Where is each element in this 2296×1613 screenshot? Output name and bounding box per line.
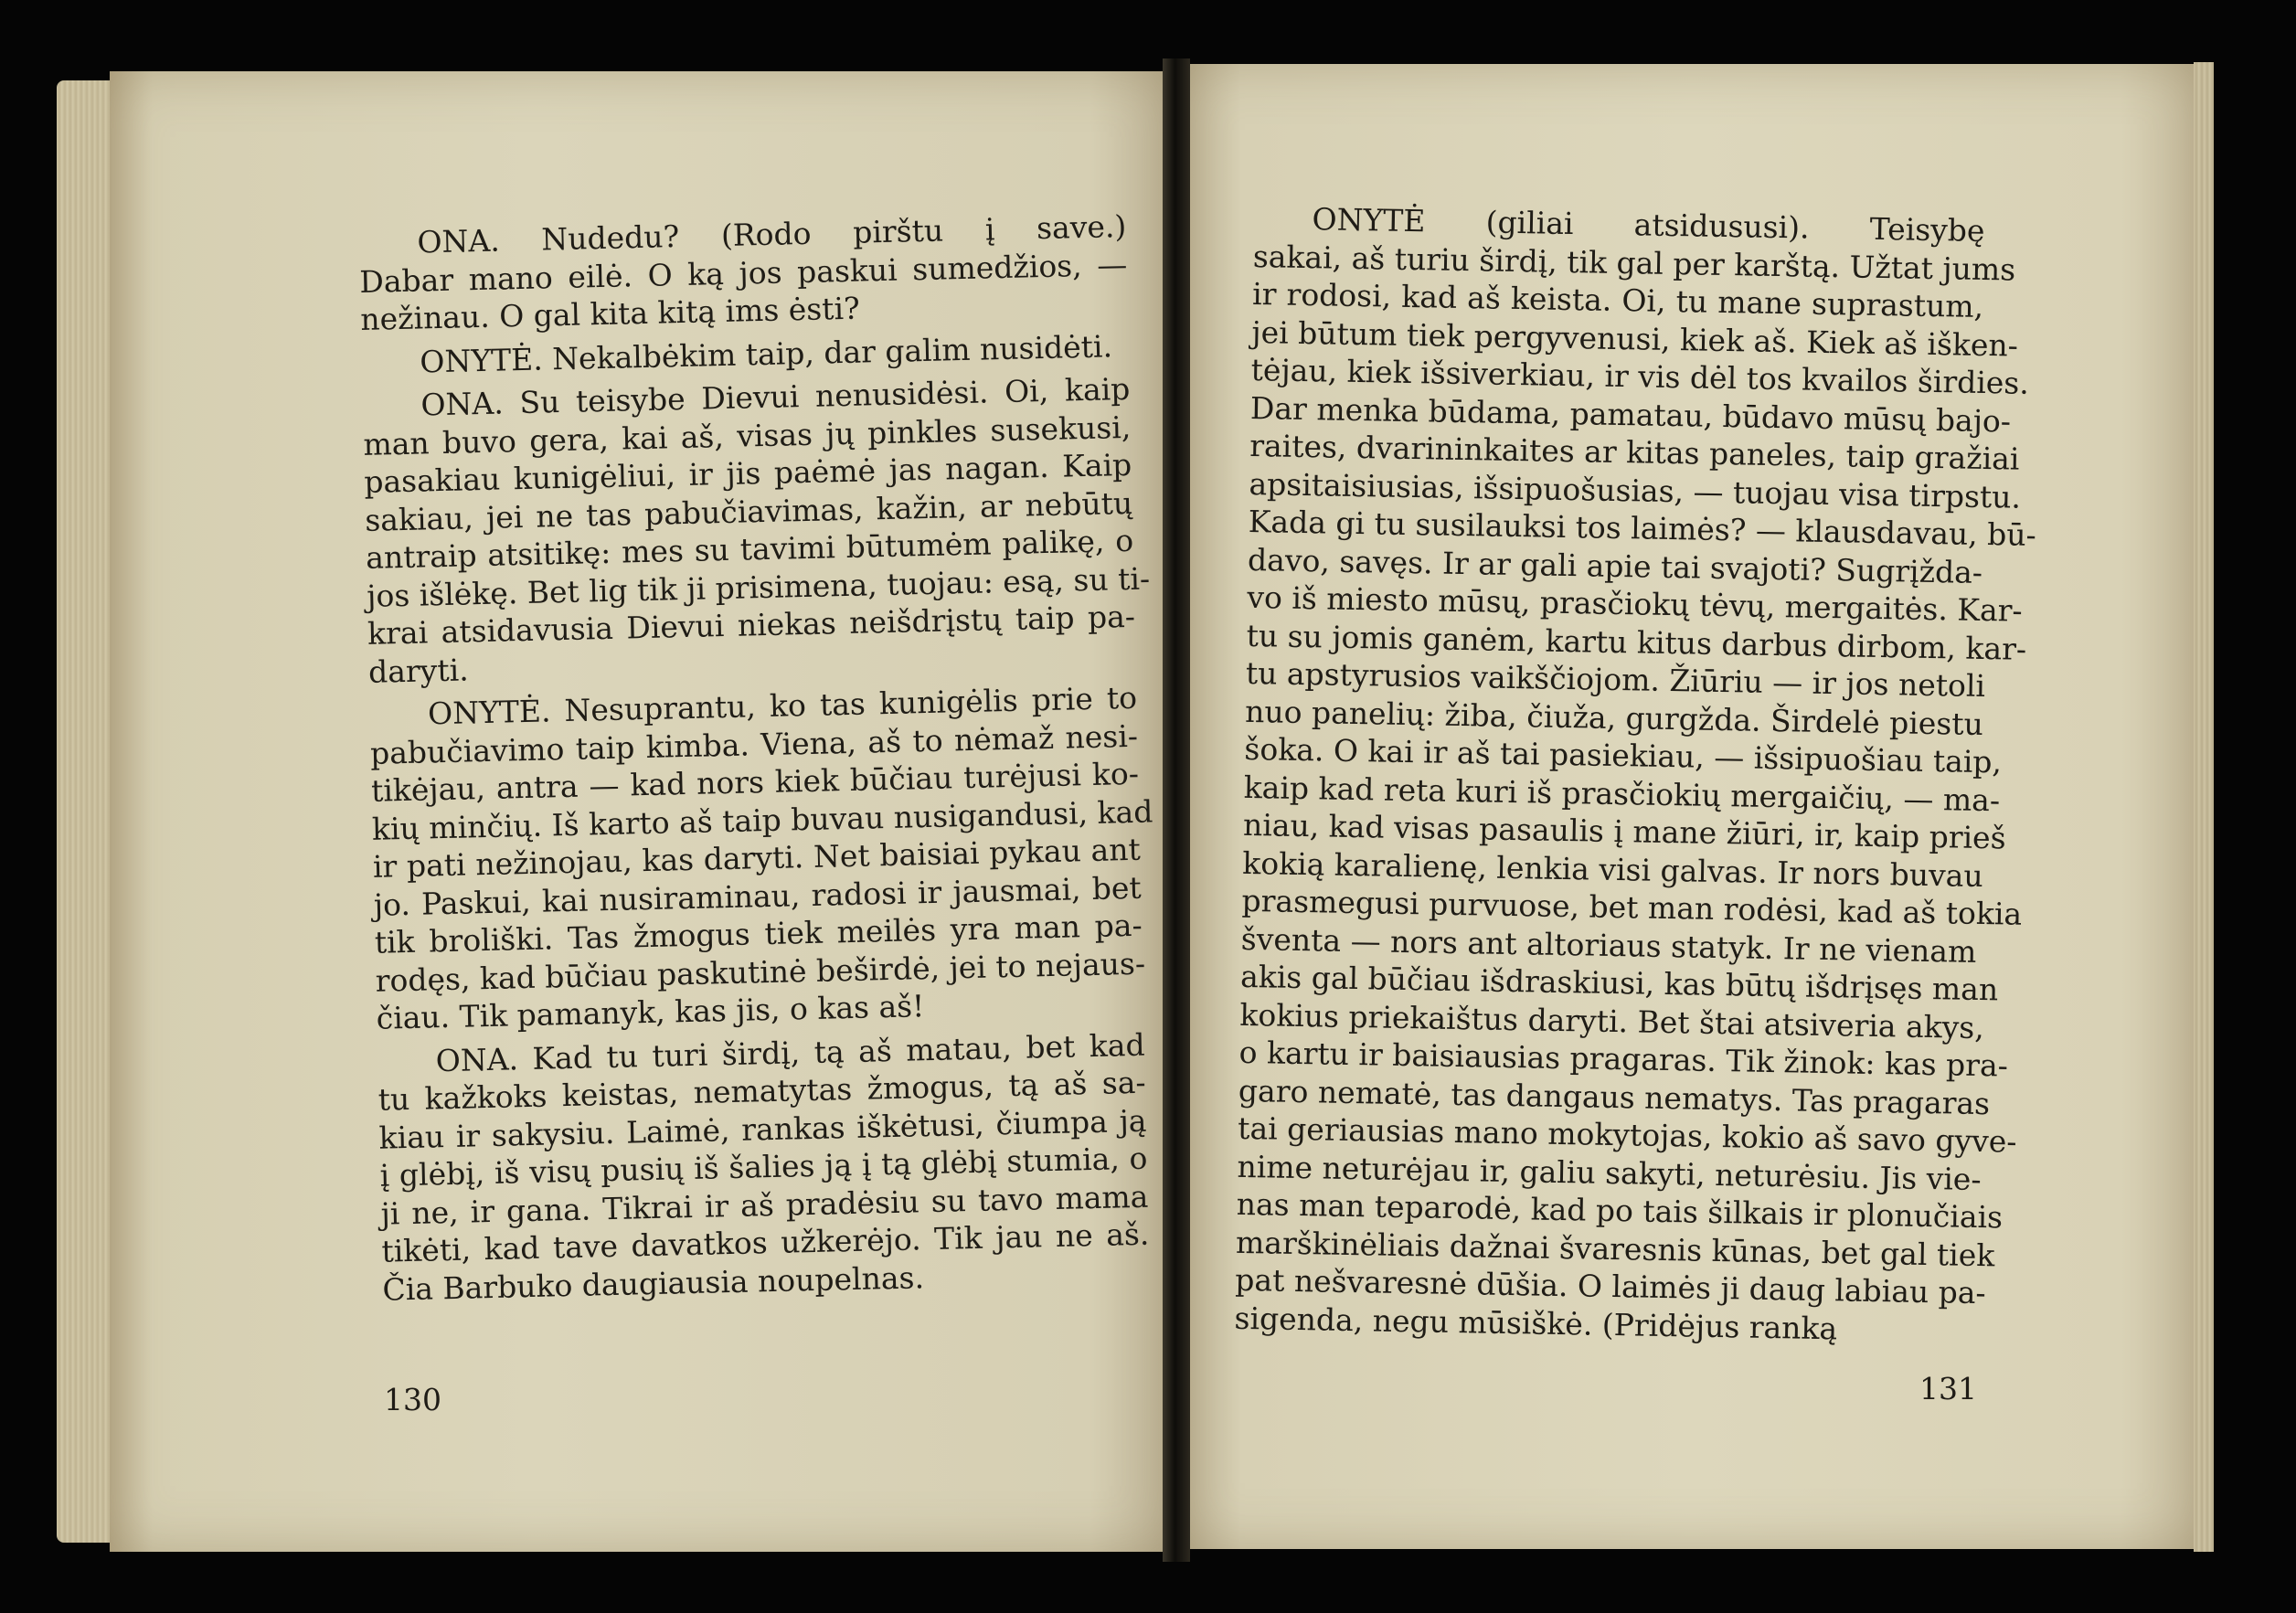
text-line: nežinau. O gal kita kitą ims ėsti? (359, 290, 861, 337)
paragraph (362, 370, 1151, 691)
text-line: ji ne, ir gana. Tikrai ir aš pradėsiu su tavo mama (380, 1178, 1149, 1232)
text-line: šoka. O kai ir aš tai pasiekiau, — išsipuošiau taip, (1244, 730, 2003, 780)
text-line: Čia Barbuko daugiausia noupelnas. (381, 1258, 925, 1308)
text-line: ONYTĖ. Nekalbėkim taip, dar galim nusidėti. (419, 327, 1113, 380)
paragraph (1234, 199, 2037, 1350)
text-line: ONYTĖ (giliai atsidususi). Teisybę (1312, 201, 1985, 249)
text-line: į glėbį, iš visų pusių iš šalies ją į tą glėbį stumia, o (379, 1140, 1148, 1194)
text-line: nime neturėjau ir, galiu sakyti, neturėsiu. Jis vie- (1237, 1148, 1982, 1197)
text-line: antraip atsitikę: mes su tavimi būtumėm palikę, o (365, 522, 1134, 576)
left-page-number: 130 (384, 1382, 441, 1417)
text-line: kaip kad reta kuri iš prasčiokių mergaičių, — ma- (1243, 769, 2001, 818)
text-line: rodęs, kad būčiau paskutinė beširdė, jei to nejaus- (375, 945, 1146, 999)
text-line: pabučiavimo taip kimba. Viena, aš to nėmaž nesi- (369, 717, 1139, 771)
text-line: ONYTĖ. Nesuprantu, ko tas kunigėlis prie to (427, 679, 1138, 732)
text-line: pat nešvaresnė dūšia. O laimės ji daug labiau pa- (1235, 1261, 1986, 1311)
text-line: marškinėliais dažnai švaresnis kūnas, bet gal tiek (1235, 1224, 1995, 1273)
text-line: Dabar mano eilė. O ką jos paskui sumedžios, — (358, 246, 1128, 300)
text-line: tu kažkoks keistas, nematytas žmogus, tą aš sa- (377, 1064, 1146, 1118)
text-line: sigenda, negu mūsiškė. (Pridėjus ranką (1234, 1300, 1838, 1346)
right-page-number: 131 (1919, 1371, 1977, 1406)
text-line: tu apstyrusios vaikščiojom. Žiūriu — ir jos netoli (1245, 654, 1986, 705)
text-line: raites, dvarininkaites ar kitas paneles, taip gražiai (1249, 427, 2020, 477)
text-line: niau, kad visas pasaulis į mane žiūri, ir, kaip prieš (1242, 806, 2006, 856)
text-line: kiau ir sakysiu. Laimė, rankas iškėtusi, čiumpa ją (378, 1102, 1147, 1156)
text-line: Dar menka būdama, pamatau, būdavo mūsų bajo- (1249, 389, 2012, 439)
text-line: man buvo gera, kai aš, visas jų pinkles susekusi, (363, 409, 1132, 462)
text-line: o kartu ir baisiausias pragaras. Tik žinok: kas pra- (1238, 1034, 2009, 1084)
text-line: tėjau, kiek išsiverkiau, ir vis dėl tos kvailos širdies. (1250, 351, 2030, 401)
text-line: tikėti, kad tave davatkos užkerėjo. Tik jau ne aš. (381, 1215, 1150, 1269)
text-line: kokią karalienę, lenkia visi galvas. Ir nors buvau (1241, 844, 1984, 894)
text-line: davo, savęs. Ir ar gali apie tai svajoti? Sugrįžda- (1247, 541, 1983, 590)
text-line: ONA. Nudedu? (Rodo pirštu į save.) (417, 207, 1127, 260)
text-line: ONA. Su teisybe Dievui nenusidėsi. Oi, kaip (420, 370, 1131, 423)
text-line: ir pati nežinojau, kas daryti. Net baisiai pykau ant (372, 831, 1142, 885)
text-line: garo nematė, tas dangaus nematys. Tas pragaras (1238, 1072, 1991, 1121)
text-line: sakai, aš turiu širdį, tik gal per karštą. Užtat jums (1252, 238, 2016, 288)
text-line: tikėjau, antra — kad nors kiek būčiau turėjusi ko- (370, 755, 1140, 809)
text-line: ONA. Kad tu turi širdį, tą aš matau, bet kad (435, 1026, 1146, 1078)
paragraph (358, 207, 1129, 339)
text-line: tik broliški. Tas žmogus tiek meilės yra man pa- (374, 907, 1143, 960)
text-line: tai geriausias mano mokytojas, kokio aš savo gyve- (1237, 1109, 2017, 1160)
paragraph (377, 1025, 1150, 1308)
text-line: ir rodosi, kad aš keista. Oi, tu mane suprastum, (1251, 275, 1984, 324)
text-line: prasmegusi purvuose, bet man rodėsi, kad aš tokia (1241, 882, 2023, 932)
text-line: akis gal būčiau išdraskiusi, kas būtų išdrįsęs man (1239, 958, 1999, 1008)
text-line: jo. Paskui, kai nusiraminau, radosi ir jausmai, bet (373, 869, 1143, 923)
text-line: tu su jomis ganėm, kartu kitus darbus dirbom, kar- (1246, 617, 2027, 667)
text-line: kokius priekaištus daryti. Bet štai atsiveria akys, (1239, 996, 1985, 1045)
paragraph (369, 679, 1153, 1037)
text-line: pasakiau kunigėliui, ir jis paėmė jas nagan. Kaip (363, 446, 1132, 500)
text-line: sakiau, jei ne tas pabučiavimas, kažin, ar nebūtų (364, 484, 1133, 538)
book-gutter (1163, 58, 1190, 1562)
text-line: jei būtum tiek pergyvenusi, kiek aš. Kiek aš išken- (1251, 313, 2019, 364)
text-line: nuo panelių: žiba, čiuža, gurgžda. Širdelė piestu (1244, 693, 1984, 742)
right-page-edge (2194, 62, 2214, 1552)
text-line: vo iš miesto mūsų, prasčiokų tėvų, mergaitės. Kar- (1247, 578, 2023, 629)
left-page-text (358, 207, 1151, 1314)
text-line: šventa — nors ant altoriaus statyk. Ir ne vienam (1240, 920, 1977, 970)
right-page-text (1234, 199, 2037, 1355)
text-line: nas man teparodė, kad po tais šilkais ir plonučiais (1236, 1185, 2004, 1236)
text-line: čiau. Tik pamanyk, kas jis, o kas aš! (376, 988, 925, 1036)
text-line: kių minčių. Iš karto aš taip buvau nusigandusi, kad (371, 792, 1153, 847)
text-line: Kada gi tu susilauksi tos laimės? — klausdavau, bū- (1248, 503, 2037, 553)
text-line: jos išlėkę. Bet lig tik ji prisimena, tuojau: esą, su ti- (366, 559, 1151, 614)
text-line: apsitaisiusias, išsipuošusias, — tuojau visa tirpstu. (1249, 465, 2022, 515)
text-line: krai atsidavusia Dievui niekas neišdrįstų taip pa- (367, 598, 1136, 652)
text-line: daryti. (367, 651, 470, 690)
